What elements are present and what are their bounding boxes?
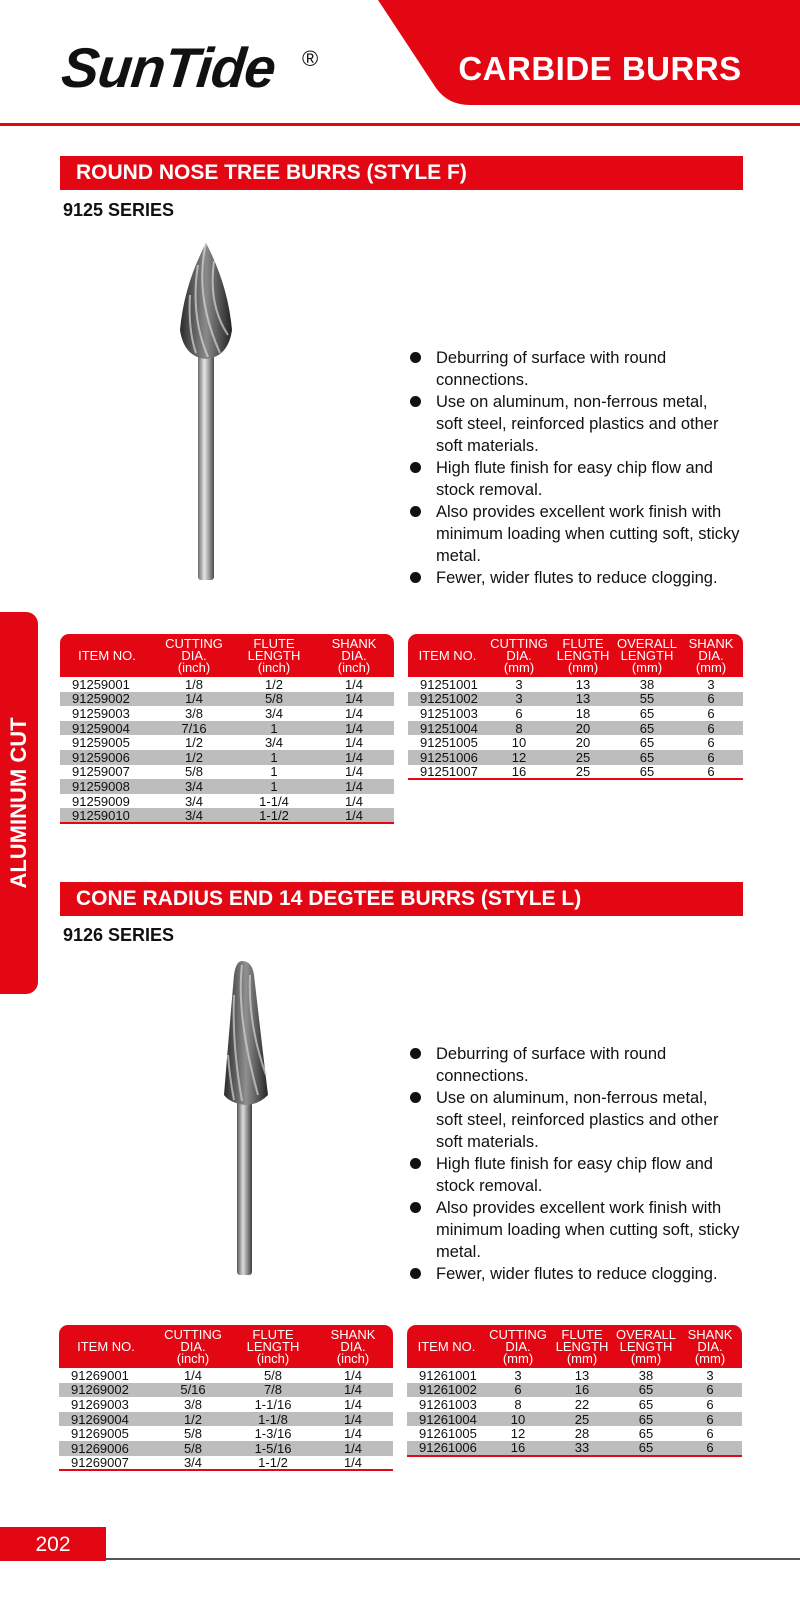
column-header: CUTTING DIA. (inch)	[154, 634, 234, 677]
column-header: CUTTING DIA. (inch)	[153, 1325, 233, 1368]
section-title: ROUND NOSE TREE BURRS (STYLE F)	[76, 161, 467, 184]
spec-value-cell: 1/4	[183, 1367, 203, 1383]
bullet-icon	[410, 506, 421, 517]
spec-table-mm	[408, 634, 743, 780]
spec-value-cell: 55	[615, 692, 679, 707]
spec-value-cell: 20	[575, 735, 591, 751]
item-number-cell: 91259006	[60, 750, 154, 765]
item-number-cell: 91269005	[71, 1426, 129, 1442]
spec-value-cell: 28	[574, 1426, 590, 1442]
table-row	[407, 1383, 742, 1398]
table-row	[59, 1456, 393, 1471]
table-row	[408, 750, 743, 765]
spec-value-cell: 65	[615, 721, 679, 736]
spec-value-cell: 6	[678, 1412, 742, 1427]
item-number-cell: 91269003	[71, 1396, 129, 1412]
spec-value-cell: 3/4	[154, 779, 234, 794]
item-number-cell: 91269001	[71, 1367, 129, 1383]
item-number-cell: 91251002	[408, 692, 487, 707]
spec-value-cell: 1/4	[313, 1383, 393, 1398]
spec-table-header	[59, 1325, 393, 1368]
item-number-cell: 91269004	[59, 1412, 153, 1427]
spec-value-cell: 13	[551, 692, 615, 707]
table-row	[407, 1441, 742, 1456]
feature-item: Fewer, wider flutes to reduce clogging.	[408, 1263, 778, 1285]
section-title-bar	[60, 156, 743, 190]
feature-item: Deburring of surface with round connections.	[408, 347, 778, 391]
item-number-cell: 91251004	[408, 721, 487, 736]
spec-value-cell: 1/4	[313, 1441, 393, 1456]
spec-value-cell: 6	[707, 705, 715, 721]
table-row	[59, 1397, 393, 1412]
spec-value-cell: 6	[679, 750, 743, 765]
spec-value-cell: 12	[510, 1426, 526, 1442]
item-number-cell: 91259004	[60, 721, 154, 736]
spec-value-cell: 6	[707, 735, 715, 751]
spec-value-cell: 1/4	[343, 1396, 363, 1412]
feature-item: Fewer, wider flutes to reduce clogging.	[408, 567, 778, 589]
item-number-cell: 91261004	[407, 1412, 486, 1427]
spec-table-mm	[407, 1325, 742, 1457]
table-row	[60, 677, 394, 692]
item-number-cell: 91261001	[419, 1367, 477, 1383]
series-label: 9125 SERIES	[63, 200, 175, 220]
table-row	[60, 794, 394, 809]
table-row	[408, 721, 743, 736]
spec-value-cell: 18	[575, 705, 591, 721]
column-header: OVERALL LENGTH (mm)	[615, 634, 679, 677]
spec-table-body	[408, 677, 743, 779]
spec-value-cell: 3	[707, 676, 715, 692]
spec-value-cell: 20	[551, 721, 615, 736]
spec-value-cell: 3/4	[264, 705, 284, 721]
spec-value-cell: 7/8	[233, 1383, 313, 1398]
spec-value-cell: 6	[679, 721, 743, 736]
item-number-cell: 91251005	[420, 735, 478, 751]
spec-value-cell: 6	[679, 765, 743, 780]
spec-value-cell: 13	[575, 676, 591, 692]
item-number-cell: 91251001	[420, 676, 478, 692]
table-row	[60, 765, 394, 780]
spec-value-cell: 1-1/4	[259, 793, 289, 809]
spec-value-cell: 65	[614, 1383, 678, 1398]
column-header: ITEM NO.	[408, 634, 487, 677]
item-number-cell: 91251006	[408, 750, 487, 765]
spec-value-cell: 5/8	[184, 764, 204, 780]
bullet-icon	[410, 1092, 421, 1103]
header-row	[60, 634, 394, 677]
header-row	[408, 634, 743, 677]
section-title: CONE RADIUS END 14 DEGTEE BURRS (STYLE L)	[76, 887, 582, 910]
spec-value-cell: 1/4	[344, 735, 364, 751]
spec-table-header	[407, 1325, 742, 1368]
spec-value-cell: 1-1/2	[233, 1456, 313, 1471]
table-row	[60, 706, 394, 721]
item-number-cell: 91261006	[407, 1441, 486, 1456]
spec-value-cell: 1/8	[184, 676, 204, 692]
spec-value-cell: 65	[638, 1396, 654, 1412]
spec-value-cell: 1-3/16	[254, 1426, 292, 1442]
column-header: OVERALL LENGTH (mm)	[614, 1325, 678, 1368]
column-header: SHANK DIA. (inch)	[313, 1325, 393, 1368]
bullet-icon	[410, 396, 421, 407]
column-header: ITEM NO.	[60, 634, 154, 677]
spec-table-inch	[60, 634, 394, 824]
spec-value-cell: 3/4	[264, 735, 284, 751]
table-row	[59, 1383, 393, 1398]
column-header: FLUTE LENGTH (inch)	[234, 634, 314, 677]
bullet-icon	[410, 1048, 421, 1059]
item-number-cell: 91259008	[60, 779, 154, 794]
feature-item: Also provides excellent work finish with minimum loading when cutting soft, sticky metal.	[408, 1197, 778, 1263]
spec-value-cell: 1/4	[154, 692, 234, 707]
spec-value-cell: 5/8	[263, 1367, 283, 1383]
bullet-icon	[410, 1202, 421, 1213]
feature-item: Also provides excellent work finish with minimum loading when cutting soft, sticky metal.	[408, 501, 778, 567]
spec-value-cell: 38	[639, 676, 655, 692]
spec-value-cell: 6	[706, 1426, 714, 1442]
bullet-icon	[410, 1158, 421, 1169]
spec-value-cell: 5/16	[153, 1383, 233, 1398]
column-header: SHANK DIA. (mm)	[678, 1325, 742, 1368]
table-row	[407, 1397, 742, 1412]
side-category-label: ALUMINUM CUT	[6, 717, 31, 889]
table-row	[60, 779, 394, 794]
column-header: FLUTE LENGTH (mm)	[551, 634, 615, 677]
spec-value-cell: 1/2	[264, 676, 284, 692]
feature-item: High flute finish for easy chip flow and stock removal.	[408, 457, 778, 501]
spec-value-cell: 1/2	[184, 735, 204, 751]
spec-value-cell: 22	[574, 1396, 590, 1412]
spec-value-cell: 6	[486, 1383, 550, 1398]
item-number-cell: 91259002	[60, 692, 154, 707]
spec-value-cell: 1/4	[344, 676, 364, 692]
brand-logo: SunTide	[58, 36, 279, 99]
spec-value-cell: 1/4	[314, 779, 394, 794]
spec-value-cell: 3/4	[154, 808, 234, 823]
item-number-cell: 91261002	[407, 1383, 486, 1398]
item-number-cell: 91261003	[419, 1396, 477, 1412]
table-row	[407, 1412, 742, 1427]
section-title-bar	[60, 882, 743, 916]
spec-table-body	[60, 677, 394, 823]
feature-item: Use on aluminum, non-ferrous metal, soft steel, reinforced plastics and other soft materials.	[408, 1087, 778, 1153]
table-row	[407, 1426, 742, 1441]
page-number: 202	[35, 1533, 71, 1556]
spec-value-cell: 8	[487, 721, 551, 736]
spec-value-cell: 65	[615, 765, 679, 780]
spec-value-cell: 1/4	[313, 1456, 393, 1471]
feature-list	[408, 347, 778, 589]
spec-value-cell: 25	[550, 1412, 614, 1427]
feature-list	[408, 1043, 778, 1285]
column-header: FLUTE LENGTH (mm)	[550, 1325, 614, 1368]
column-header: ITEM NO.	[407, 1325, 486, 1368]
spec-value-cell: 8	[514, 1396, 522, 1412]
spec-value-cell: 1-1/2	[234, 808, 314, 823]
spec-value-cell: 16	[550, 1383, 614, 1398]
item-number-cell: 91251003	[420, 705, 478, 721]
spec-value-cell: 3/4	[153, 1456, 233, 1471]
registered-mark: ®	[302, 46, 319, 71]
item-number-cell: 91269007	[59, 1456, 153, 1471]
spec-value-cell: 65	[639, 705, 655, 721]
column-header: SHANK DIA. (inch)	[314, 634, 394, 677]
header-row	[407, 1325, 742, 1368]
spec-value-cell: 1/2	[154, 750, 234, 765]
spec-value-cell: 1/4	[343, 1426, 363, 1442]
bullet-icon	[410, 462, 421, 473]
spec-value-cell: 7/16	[154, 721, 234, 736]
table-row	[59, 1441, 393, 1456]
spec-value-cell: 33	[550, 1441, 614, 1456]
spec-value-cell: 3/8	[183, 1396, 203, 1412]
column-header: CUTTING DIA. (mm)	[487, 634, 551, 677]
spec-value-cell: 3	[487, 692, 551, 707]
spec-value-cell: 65	[614, 1412, 678, 1427]
spec-value-cell: 38	[638, 1367, 654, 1383]
spec-value-cell: 1/4	[344, 764, 364, 780]
table-row	[60, 692, 394, 707]
spec-value-cell: 1/4	[343, 1367, 363, 1383]
spec-value-cell: 16	[486, 1441, 550, 1456]
spec-value-cell: 5/8	[234, 692, 314, 707]
item-number-cell: 91259003	[72, 705, 130, 721]
table-row	[60, 735, 394, 750]
item-number-cell: 91259005	[72, 735, 130, 751]
item-number-cell: 91269006	[59, 1441, 153, 1456]
spec-value-cell: 1/4	[344, 793, 364, 809]
spec-value-cell: 12	[487, 750, 551, 765]
spec-value-cell: 1/4	[344, 705, 364, 721]
table-row	[59, 1368, 393, 1383]
spec-value-cell: 65	[638, 1426, 654, 1442]
page-title: CARBIDE BURRS	[458, 50, 742, 87]
spec-value-cell: 1/2	[153, 1412, 233, 1427]
spec-value-cell: 10	[511, 735, 527, 751]
spec-value-cell: 1/4	[313, 1412, 393, 1427]
spec-value-cell: 6	[706, 1396, 714, 1412]
item-number-cell: 91251007	[408, 765, 487, 780]
spec-value-cell: 1/4	[314, 808, 394, 823]
cone-radius-end-burr-image	[212, 955, 282, 1285]
footer-divider	[106, 1558, 800, 1560]
spec-table-inch	[59, 1325, 393, 1471]
spec-value-cell: 3	[515, 676, 523, 692]
table-row	[407, 1368, 742, 1383]
spec-value-cell: 1/4	[314, 692, 394, 707]
spec-value-cell: 1-1/8	[233, 1412, 313, 1427]
column-header: SHANK DIA. (mm)	[679, 634, 743, 677]
table-row	[59, 1426, 393, 1441]
feature-item: Deburring of surface with round connections.	[408, 1043, 778, 1087]
spec-value-cell: 6	[679, 692, 743, 707]
table-row	[408, 735, 743, 750]
spec-value-cell: 1	[270, 764, 278, 780]
spec-value-cell: 5/8	[183, 1426, 203, 1442]
bullet-icon	[410, 572, 421, 583]
item-number-cell: 91259001	[72, 676, 130, 692]
spec-table-body	[59, 1368, 393, 1470]
item-number-cell: 91269002	[59, 1383, 153, 1398]
item-number-cell: 91259009	[72, 793, 130, 809]
spec-value-cell: 1/4	[314, 750, 394, 765]
spec-value-cell: 6	[678, 1383, 742, 1398]
column-header: FLUTE LENGTH (inch)	[233, 1325, 313, 1368]
spec-value-cell: 10	[486, 1412, 550, 1427]
spec-value-cell: 25	[551, 765, 615, 780]
item-number-cell: 91261005	[419, 1426, 477, 1442]
spec-value-cell: 1-5/16	[233, 1441, 313, 1456]
table-row	[408, 706, 743, 721]
round-nose-tree-burr-image	[168, 235, 248, 595]
spec-value-cell: 5/8	[153, 1441, 233, 1456]
spec-value-cell: 65	[614, 1441, 678, 1456]
spec-value-cell: 1	[234, 779, 314, 794]
spec-value-cell: 1-1/16	[254, 1396, 292, 1412]
spec-table-header	[408, 634, 743, 677]
header-row	[59, 1325, 393, 1368]
spec-value-cell: 6	[515, 705, 523, 721]
table-row	[60, 721, 394, 736]
item-number-cell: 91259007	[72, 764, 130, 780]
spec-value-cell: 13	[574, 1367, 590, 1383]
table-row	[60, 808, 394, 823]
spec-value-cell: 1	[234, 721, 314, 736]
table-row	[408, 692, 743, 707]
spec-value-cell: 1/4	[314, 721, 394, 736]
table-row	[408, 677, 743, 692]
table-row	[60, 750, 394, 765]
column-header: CUTTING DIA. (mm)	[486, 1325, 550, 1368]
table-row	[408, 765, 743, 780]
header-divider	[0, 123, 800, 126]
item-number-cell: 91259010	[60, 808, 154, 823]
feature-item: Use on aluminum, non-ferrous metal, soft steel, reinforced plastics and other soft materials.	[408, 391, 778, 457]
column-header: ITEM NO.	[59, 1325, 153, 1368]
spec-value-cell: 65	[615, 750, 679, 765]
feature-item: High flute finish for easy chip flow and stock removal.	[408, 1153, 778, 1197]
spec-value-cell: 3	[514, 1367, 522, 1383]
bullet-icon	[410, 1268, 421, 1279]
spec-value-cell: 3/8	[184, 705, 204, 721]
spec-value-cell: 1	[234, 750, 314, 765]
spec-value-cell: 25	[551, 750, 615, 765]
spec-value-cell: 6	[678, 1441, 742, 1456]
spec-value-cell: 65	[639, 735, 655, 751]
spec-value-cell: 3	[706, 1367, 714, 1383]
table-row	[59, 1412, 393, 1427]
bullet-icon	[410, 352, 421, 363]
spec-table-header	[60, 634, 394, 677]
spec-table-body	[407, 1368, 742, 1456]
spec-value-cell: 3/4	[184, 793, 204, 809]
spec-value-cell: 16	[487, 765, 551, 780]
series-label: 9126 SERIES	[63, 925, 175, 945]
